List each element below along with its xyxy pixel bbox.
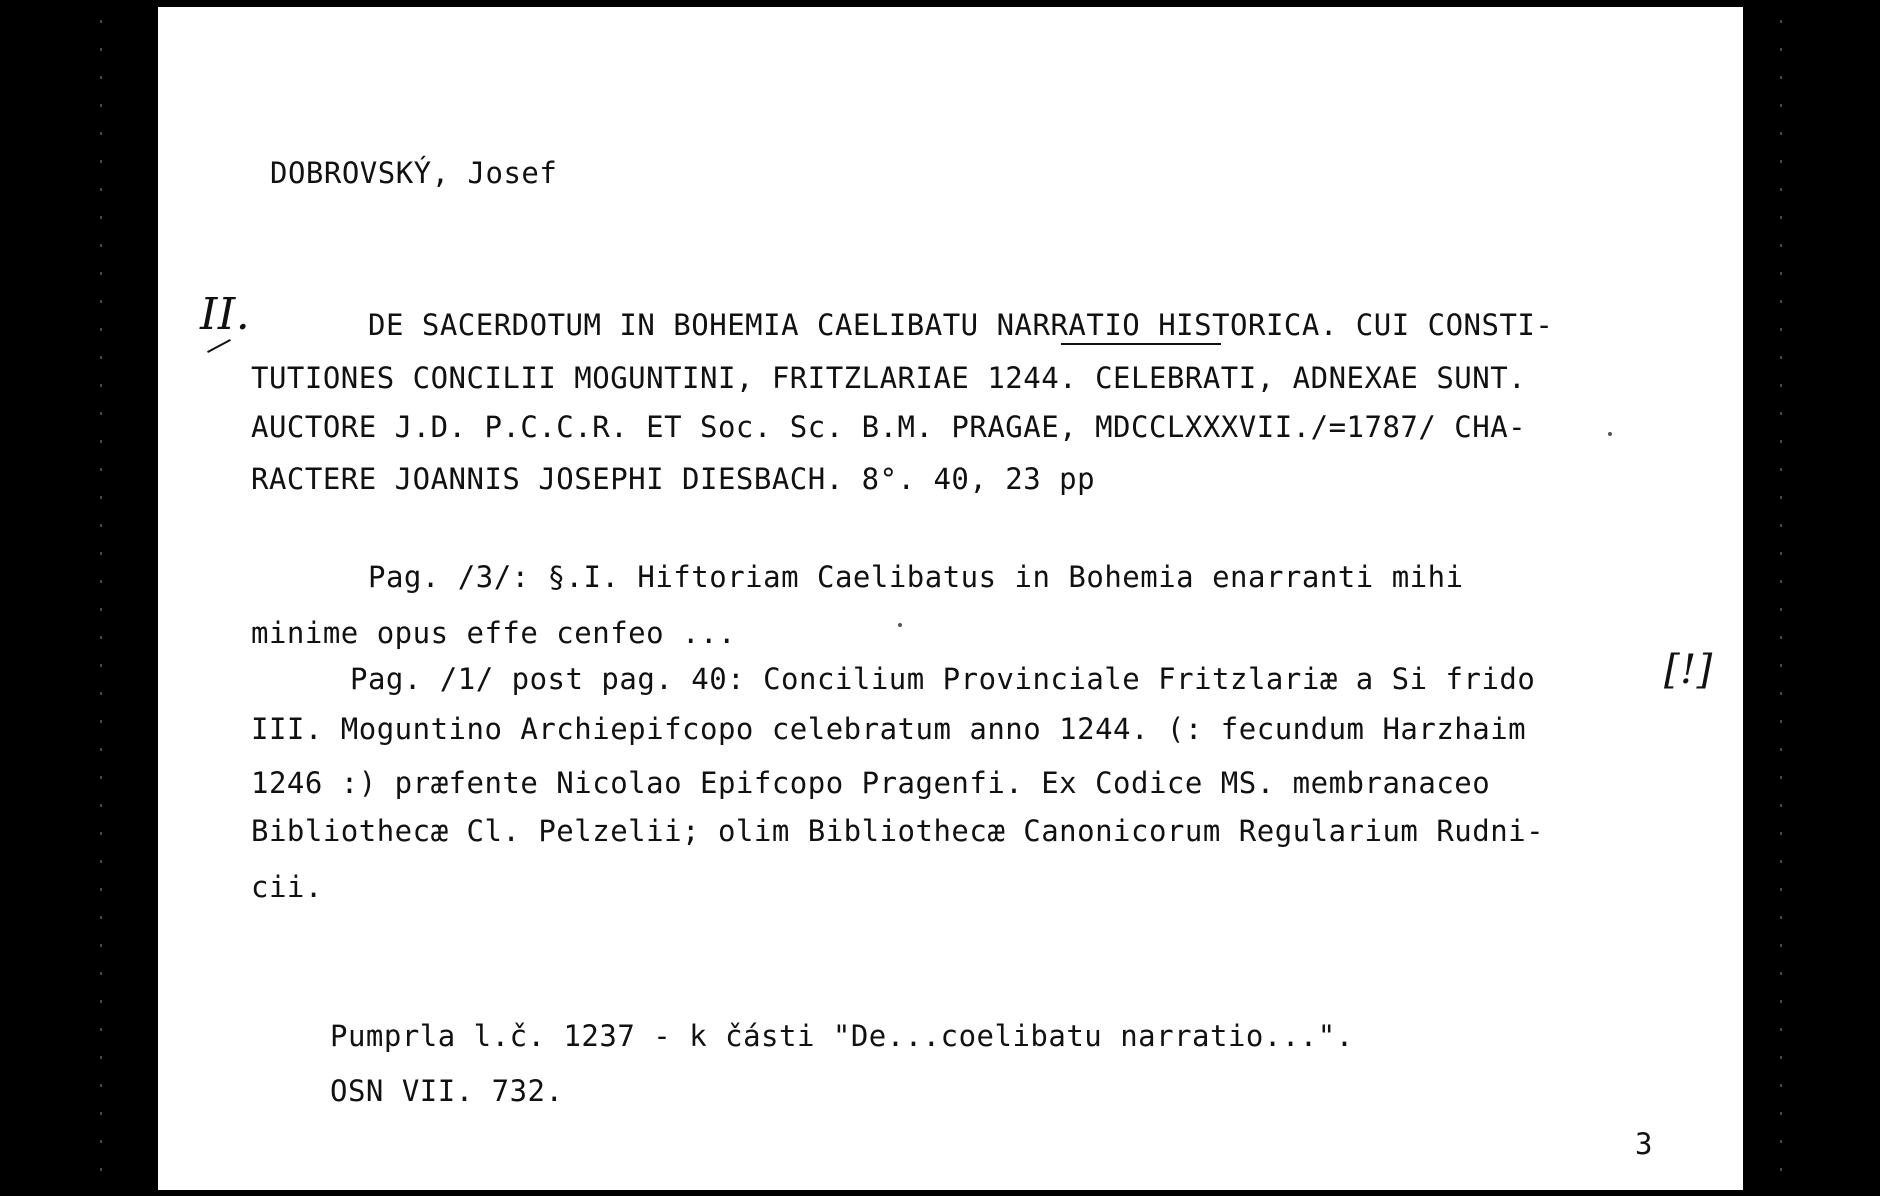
note-line-4: III. Moguntino Archiepifcopo celebratum anno 1244. (: fecundum Harzhaim: [251, 712, 1527, 746]
reference-line-1: Pumprla l.č. 1237 - k části "De...coelibatu narratio...".: [330, 1019, 1354, 1053]
note-line-7: cii.: [251, 870, 323, 904]
narratio-underline: [1061, 343, 1221, 345]
right-edge-marks: [1780, 20, 1782, 1180]
author-name: DOBROVSKÝ, Josef: [270, 156, 558, 190]
title-line-1: DE SACERDOTUM IN BOHEMIA CAELIBATU NARRATIO HISTORICA. CUI CONSTI-: [368, 308, 1554, 342]
scan-speck: [1608, 432, 1612, 436]
title-line-3: AUCTORE J.D. P.C.C.R. ET Soc. Sc. B.M. PRAGAE, MDCCLXXXVII./=1787/ CHA-: [251, 410, 1527, 444]
note-line-3: Pag. /1/ post pag. 40: Concilium Provinciale Fritzlariæ a Si frido: [350, 662, 1536, 696]
reference-line-2: OSN VII. 732.: [330, 1074, 564, 1108]
handwritten-bracket-note: [!]: [1664, 647, 1713, 693]
title-line-4: RACTERE JOANNIS JOSEPHI DIESBACH. 8°. 40, 23 pp: [251, 462, 1096, 496]
scan-speck: [898, 623, 902, 627]
note-line-6: Bibliothecæ Cl. Pelzelii; olim Bibliothecæ Canonicorum Regularium Rudni-: [251, 814, 1545, 848]
page-number: 3: [1635, 1127, 1653, 1161]
left-edge-marks: [100, 20, 102, 1180]
catalog-card: [158, 7, 1743, 1190]
handwritten-mark: II.: [200, 289, 251, 340]
note-line-5: 1246 :) præfente Nicolao Epifcopo Pragenfi. Ex Codice MS. membranaceo: [251, 766, 1491, 800]
note-line-1: Pag. /3/: §.I. Hiftoriam Caelibatus in Bohemia enarranti mihi: [368, 560, 1464, 594]
note-line-2: minime opus effe cenfeo ...: [251, 616, 736, 650]
title-line-2: TUTIONES CONCILII MOGUNTINI, FRITZLARIAE 1244. CELEBRATI, ADNEXAE SUNT.: [251, 361, 1527, 395]
